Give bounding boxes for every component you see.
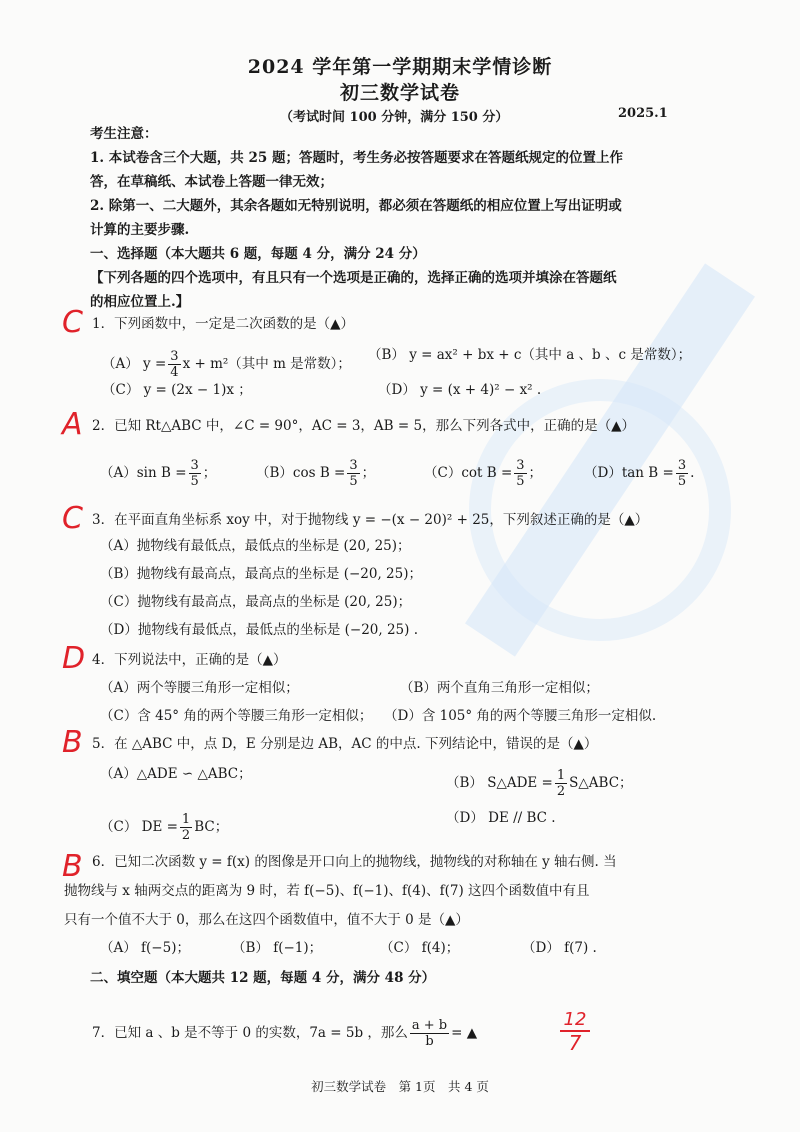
notice-line: 1. 本试卷含三个大题，共 25 题；答题时，考生务必按答题要求在答题纸规定的位置上作: [90, 150, 623, 166]
option-d: （D）tan B = $\frac{3}{5}$ .: [584, 458, 695, 489]
question-stem: 5．在 △ABC 中，点 D，E 分别是边 AB，AC 的中点. 下列结论中，错误的是（▲）: [92, 736, 598, 752]
notice-line: 答，在草稿纸、本试卷上答题一律无效；: [90, 174, 333, 190]
handwritten-answer: C: [62, 305, 83, 340]
question-stem: 4．下列说法中，正确的是（▲）: [92, 652, 287, 668]
question-stem: 3．在平面直角坐标系 xoy 中，对于抛物线 y = −(x − 20)² + 25，下列叙述正确的是（▲）: [92, 512, 649, 528]
option-d: （D）含 105° 角的两个等腰三角形一定相似.: [384, 708, 657, 724]
option-a: （A） f(−5)；: [100, 940, 190, 956]
option-a: （A）抛物线有最低点，最低点的坐标是 (20, 25)；: [100, 538, 411, 554]
option-d: （D） f(7) .: [522, 940, 597, 956]
option-d: （D）抛物线有最低点，最低点的坐标是 (−20, 25) .: [100, 622, 418, 638]
exam-duration: （考试时间 100 分钟，满分 150 分）: [280, 110, 509, 125]
handwritten-answer: B: [62, 849, 83, 884]
option-d: （D） y = (x + 4)² − x² .: [378, 382, 542, 398]
question-stem: 只有一个值不大于 0，那么在这四个函数值中，值不大于 0 是（▲）: [64, 912, 469, 928]
section1-instruction: 的相应位置上.】: [90, 294, 190, 310]
exam-title: 2024 学年第一学期期末学情诊断: [247, 56, 553, 78]
option-b: （B）两个直角三角形一定相似；: [400, 680, 599, 696]
option-a: （A）两个等腰三角形一定相似；: [100, 680, 299, 696]
question-stem: 7．已知 a 、b 是不等于 0 的实数，7a = 5b ，那么 $\frac{a + b}{b}$ = ▲: [92, 1018, 478, 1049]
option-a: （A） y = $\frac{3}{4}$ x + m²（其中 m 是常数）；: [102, 349, 351, 380]
option-c: （C）cot B = $\frac{3}{5}$ ；: [424, 458, 543, 489]
option-a: （A）sin B = $\frac{3}{5}$ ；: [100, 458, 217, 489]
question-stem: 6．已知二次函数 y = f(x) 的图像是开口向上的抛物线，抛物线的对称轴在 y 轴右侧. 当: [92, 854, 617, 870]
question-stem: 抛物线与 x 轴两交点的距离为 9 时，若 f(−5)、f(−1)、f(4)、f(7) 这四个函数值中有且: [64, 883, 590, 899]
handwritten-answer: D: [62, 641, 86, 676]
option-b: （B） y = ax² + bx + c（其中 a 、b 、c 是常数）；: [368, 347, 692, 363]
handwritten-answer: 12 7: [560, 1010, 590, 1054]
option-b: （B） S△ADE = $\frac{1}{2}$ S△ABC；: [446, 768, 633, 799]
option-c: （C）含 45° 角的两个等腰三角形一定相似；: [100, 708, 373, 724]
option-c: （C） f(4)；: [380, 940, 460, 956]
handwritten-answer: B: [62, 725, 83, 760]
notice-line: 2. 除第一、二大题外，其余各题如无特别说明，都必须在答题纸的相应位置上写出证明或: [90, 198, 622, 214]
section1-instruction: 【下列各题的四个选项中，有且只有一个选项是正确的，选择正确的选项并填涂在答题纸: [90, 270, 617, 286]
page-footer: 初三数学试卷 第 1页 共 4 页: [311, 1079, 489, 1094]
notice-heading: 考生注意：: [90, 126, 158, 142]
question-stem: 1．下列函数中，一定是二次函数的是（▲）: [92, 316, 354, 332]
option-d: （D） DE // BC .: [446, 810, 556, 826]
handwritten-answer: C: [62, 501, 83, 536]
exam-date: 2025.1: [618, 106, 668, 121]
option-c: （C） y = (2x − 1)x ；: [102, 382, 252, 398]
section1-heading: 一、选择题（本大题共 6 题，每题 4 分，满分 24 分）: [90, 246, 426, 262]
exam-subject-title: 初三数学试卷: [339, 82, 460, 104]
option-a: （A）△ADE ∽ △ABC；: [100, 766, 252, 782]
section2-heading: 二、填空题（本大题共 12 题，每题 4 分，满分 48 分）: [90, 970, 436, 986]
option-b: （B）抛物线有最高点，最高点的坐标是 (−20, 25)；: [100, 566, 422, 582]
option-b: （B） f(−1)；: [232, 940, 323, 956]
notice-line: 计算的主要步骤.: [90, 222, 190, 238]
handwritten-answer: A: [62, 407, 83, 442]
option-c: （C） DE = $\frac{1}{2}$ BC；: [100, 812, 229, 843]
option-c: （C）抛物线有最高点，最高点的坐标是 (20, 25)；: [100, 594, 412, 610]
option-b: （B）cos B = $\frac{3}{5}$ ；: [256, 458, 376, 489]
question-stem: 2．已知 Rt△ABC 中，∠C = 90°，AC = 3，AB = 5，那么下列各式中，正确的是（▲）: [92, 418, 635, 434]
